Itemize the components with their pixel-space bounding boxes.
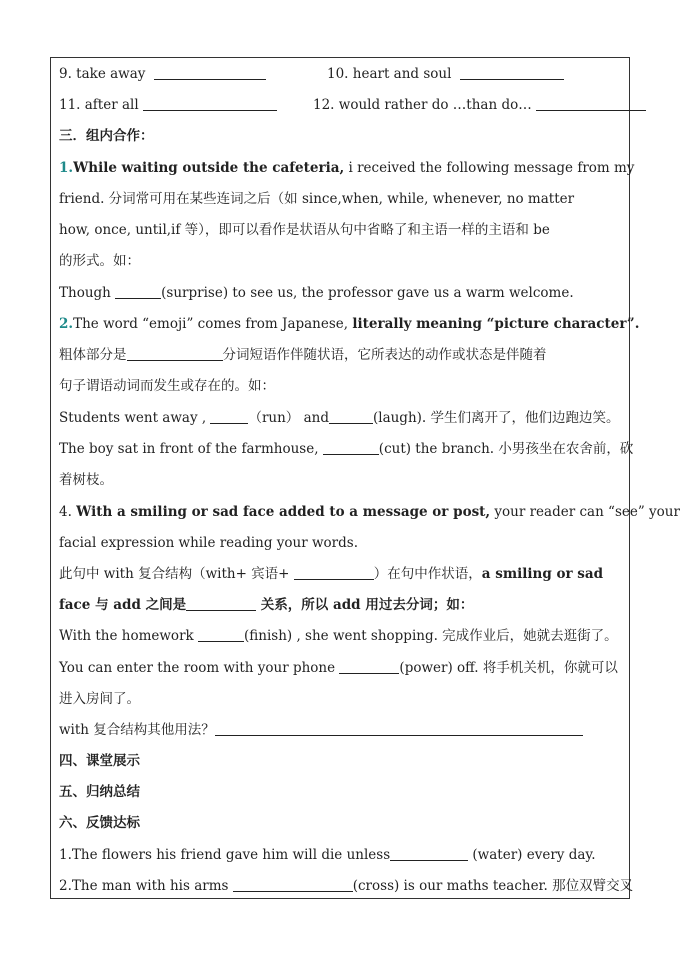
q2-example1 — [59, 408, 620, 428]
q2-ex1-end: (laugh). 学生们离开了，他们边跑边笑。 — [372, 410, 620, 426]
feedback-2-end: (cross) is our maths teacher. 那位双臂交叉 — [352, 878, 634, 894]
q4-line4 — [59, 595, 473, 615]
q4-other-usage — [59, 720, 583, 740]
q4-ex2-blank[interactable] — [339, 659, 399, 674]
section6-heading: 六、反馈达标 — [59, 815, 140, 831]
q1-example-start: Though — [59, 285, 116, 301]
q4-ex2-end: (power) off. 将手机关机，你就可以 — [399, 660, 618, 676]
q4-blank2[interactable] — [186, 596, 256, 611]
q4-rest: your reader can “see” your — [490, 504, 680, 520]
q2-ex2-start: The boy sat in front of the farmhouse, — [59, 441, 323, 457]
blank-9[interactable] — [154, 65, 266, 80]
worksheet-frame — [50, 57, 680, 899]
q1-line1 — [59, 158, 634, 178]
blank-12[interactable] — [536, 96, 646, 111]
blank-10[interactable] — [460, 65, 564, 80]
q4-ex1-blank[interactable] — [198, 627, 244, 642]
q1-line3: how, once, until,if 等），即可以看作是状语从句中省略了和主语一样的主语和 be — [59, 222, 550, 238]
feedback-2-blank[interactable] — [233, 877, 353, 892]
q1-bold: While waiting outside the cafeteria, — [73, 160, 345, 176]
q2-line2-end: 分词短语作伴随状语，它所表达的动作或状态是伴随着 — [222, 347, 547, 363]
q2-ex1-mid: （run） and — [248, 410, 329, 426]
q2-ex2-blank[interactable] — [323, 440, 379, 455]
q1-number: 1. — [59, 160, 74, 176]
vocab-row-1b — [327, 64, 564, 84]
q2-line2 — [59, 345, 547, 365]
q2-number: 2. — [59, 316, 74, 332]
feedback-1-end: (water) every day. — [468, 847, 596, 863]
q1-line2: friend. 分词常可用在某些连词之后（如 since,when, while, whenever, no matter — [59, 191, 575, 207]
q2-ex2-end: (cut) the branch. 小男孩坐在农舍前，砍 — [378, 441, 634, 457]
q2-line3: 句子谓语动词而发生或存在的。如： — [59, 378, 275, 394]
q4-number: 4. — [59, 504, 77, 520]
q4-example2 — [59, 658, 618, 678]
vocab-item-12: 12. would rather do …than do… — [313, 97, 532, 113]
q4-line2: facial expression while reading your words. — [59, 535, 358, 551]
q4-ex1-end: (finish) , she went shopping. 完成作业后，她就去逛街了。 — [244, 628, 618, 644]
q1-rest: i received the following message from my — [344, 160, 635, 176]
vocab-row-1 — [59, 64, 266, 84]
q2-line1 — [59, 314, 639, 334]
q1-line4: 的形式。如： — [59, 253, 140, 269]
feedback-1-blank[interactable] — [390, 846, 468, 861]
vocab-item-10: 10. heart and soul — [327, 66, 452, 82]
q4-line3-mid: ）在句中作状语， — [373, 566, 482, 582]
vocab-row-2 — [59, 95, 277, 115]
vocab-item-9: 9. take away — [59, 66, 146, 82]
q2-blank[interactable] — [127, 346, 223, 361]
feedback-2 — [59, 876, 633, 896]
q1-blank[interactable] — [115, 284, 161, 299]
section4-heading: 四、课堂展示 — [59, 753, 140, 769]
q4-blank1[interactable] — [294, 565, 374, 580]
feedback-1 — [59, 845, 596, 865]
vocab-row-2b — [313, 95, 646, 115]
q2-ex1-blank1[interactable] — [210, 409, 248, 424]
section5-heading: 五、归纳总结 — [59, 784, 140, 800]
feedback-1-start: 1.The flowers his friend gave him will die unless — [59, 847, 391, 863]
q4-bold: With a smiling or sad face added to a message or post, — [76, 504, 491, 520]
q4-line3-start: 此句中 with 复合结构（with+ 宾语+ — [59, 566, 294, 582]
q2-text: The word “emoji” comes from Japanese, — [73, 316, 353, 332]
q4-ex2-start: You can enter the room with your phone — [59, 660, 340, 676]
q2-bold: literally meaning “picture character”. — [352, 316, 640, 332]
q4-line3-bold: a smiling or sad — [481, 566, 604, 582]
feedback-2-start: 2.The man with his arms — [59, 878, 233, 894]
q2-line2-start: 粗体部分是 — [59, 347, 127, 363]
q2-ex1-blank2[interactable] — [329, 409, 373, 424]
section3-heading: 三．组内合作： — [59, 128, 154, 144]
q4-line4-start: face 与 add 之间是 — [59, 597, 187, 613]
q4-ex1-start: With the homework — [59, 628, 198, 644]
q4-example1 — [59, 626, 618, 646]
vocab-item-11: 11. after all — [59, 97, 139, 113]
q1-example-end: (surprise) to see us, the professor gave us a warm welcome. — [161, 285, 574, 301]
q4-example2-cont: 进入房间了。 — [59, 691, 140, 707]
q4-line1 — [59, 502, 680, 522]
q2-ex1-start: Students went away , — [59, 410, 211, 426]
q1-example — [59, 283, 574, 303]
q2-example2-cont: 着树枝。 — [59, 472, 113, 488]
q2-example2 — [59, 439, 633, 459]
q4-other-label: with 复合结构其他用法？ — [59, 722, 215, 738]
q4-line4-end: 关系，所以 add 用过去分词；如： — [256, 597, 474, 613]
q4-line3 — [59, 564, 603, 584]
q4-other-blank[interactable] — [215, 721, 583, 736]
blank-11[interactable] — [143, 96, 277, 111]
